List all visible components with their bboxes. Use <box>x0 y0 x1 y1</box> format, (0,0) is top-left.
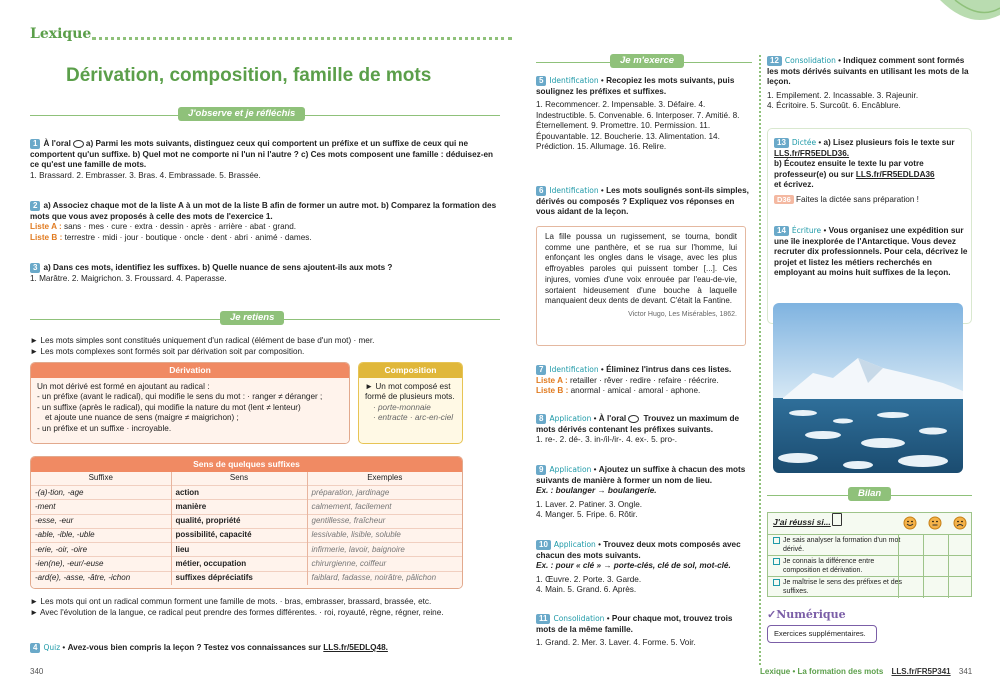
example-cell: lessivable, lisible, soluble <box>307 528 462 542</box>
exercise-instruction: a) Dans ces mots, identifiez les suffixes. b) Quelle nuance de sens ajoutent-ils aux mots ? <box>43 263 393 272</box>
footer-link[interactable]: LLS.fr/FR5P341 <box>891 667 951 676</box>
oral-label: À l'oral <box>43 139 71 148</box>
dictation-badge: D36 <box>774 195 794 204</box>
derivation-head: Dérivation <box>31 363 349 378</box>
bilan-item-text: Je maîtrise le sens des préfixes et des suffixes. <box>783 579 903 595</box>
exercise-type: Application <box>549 414 592 423</box>
oral-icon <box>628 415 639 423</box>
derivation-box <box>30 362 350 444</box>
suffix-cell: -(a)-tion, -age <box>31 486 171 500</box>
exercise-6: 6 Identification • Les mots soulignés sont-ils simples, dérivés ou composés ? Expliquez vos réponses en vous aidant de la leçon. <box>536 186 749 216</box>
smiley-happy-icon <box>903 516 917 534</box>
bilan-title: J'ai réussi si... <box>773 517 831 527</box>
meaning-cell: possibilité, capacité <box>171 528 307 542</box>
example-cell: gentillesse, fraîcheur <box>307 514 462 528</box>
derivation-line: - un suffixe (après le radical), qui modifie la nature du mot (lent ≠ lenteur) <box>37 402 301 412</box>
antarctica-illustration <box>773 303 963 473</box>
suffix-table <box>31 472 462 585</box>
exercise-instruction: Les mots soulignés sont-ils simples, dérivés ou composés ? Expliquez vos réponses en vous aidant de la leçon. <box>536 186 749 216</box>
table-row <box>31 528 462 542</box>
meaning-cell: manière <box>171 500 307 514</box>
observe-tag: J'observe et je réfléchis <box>178 107 305 121</box>
composition-example: · entracte · arc-en-ciel <box>373 413 454 423</box>
page-title: Dérivation, composition, famille de mots <box>66 65 432 86</box>
clipboard-icon <box>832 513 842 526</box>
exercise-number: 13 <box>774 138 789 148</box>
exercise-type: Application <box>553 540 596 549</box>
exercise-words: 1. Marâtre. 2. Maigrichon. 3. Froussard. 4. Paperasse. <box>30 273 227 283</box>
checkbox[interactable] <box>773 579 780 586</box>
suffix-cell: -esse, -eur <box>31 514 171 528</box>
exercise-words: 1. Œuvre. 2. Porte. 3. Garde. <box>536 574 642 584</box>
list-b: terrestre · midi · jour · boutique · oncle · dent · abri · animé · dames. <box>64 232 312 242</box>
exercise-words: 1. Empilement. 2. Incassable. 3. Rajeunir. <box>767 90 919 100</box>
page-number-left: 340 <box>30 667 44 676</box>
exercise-instruction: Pour chaque mot, trouvez trois mots de la même famille. <box>536 614 733 634</box>
smiley-sad-icon <box>953 516 967 534</box>
exercise-number: 10 <box>536 540 551 550</box>
exercise-example: Ex. : boulanger → boulangerie. <box>536 486 657 495</box>
composition-box: Composition ► Un mot composé est formé de plusieurs mots. · porte-monnaie · entracte · arc-en-ciel <box>358 362 463 444</box>
composition-line: Un mot composé est formé de plusieurs mots. <box>365 381 455 402</box>
suffix-cell: -erie, -oir, -oire <box>31 543 171 557</box>
column-header: Exemples <box>367 473 403 483</box>
exercise-type: Identification <box>549 76 599 85</box>
exercise-instruction: a) Lisez plusieurs fois le texte sur <box>823 138 955 147</box>
example-cell: faiblard, fadasse, noirâtre, pâlichon <box>307 571 462 585</box>
exercise-instruction: et écrivez. <box>774 180 814 189</box>
exercise-type: Application <box>549 465 592 474</box>
exercise-type: Identification <box>549 186 599 195</box>
bilan-item-text: Je connais la différence entre composition et dérivation. <box>783 558 875 574</box>
exercise-number: 5 <box>536 76 546 86</box>
exercise-number: 6 <box>536 186 546 196</box>
quiz-text: Avez-vous bien compris la leçon ? Testez vos connaissances sur <box>67 643 322 652</box>
exercise-12: 12 Consolidation • Indiquez comment sont formés les mots dérivés suivants en utilisant les mots de la leçon. 1. Empilement. 2. Incassable. 3. Rajeunir. 4. Écritoire. 5. Surcoût. 6. Encâblure. <box>767 56 972 112</box>
dotted-divider <box>92 37 512 40</box>
exercise-5: 5 Identification • Recopiez les mots suivants, puis soulignez les préfixes et suffixes. 1. Recommencer. 2. Impensable. 3. Défaire. 4. Indestructible. 5. Convenable. 6. Interposer. 7. Amitié. 8. Éternellement. 9. Promettre. 10. Permission. 11. Épouvantable. 12. Boucherie. 13. Alimentation. 14. Prédiction. 15. Allumage. 16. Relire. <box>536 76 750 153</box>
exercise-number: 2 <box>30 201 40 211</box>
column-divider <box>759 55 761 665</box>
exercise-7: 7 Identification • Éliminez l'intrus dans ces listes. Liste A : retailler · rêver · redire · refaire · réécrire. Liste B : anormal · amical · amoral · aphone. <box>536 365 732 395</box>
example-cell: infirmerie, lavoir, baignoire <box>307 543 462 557</box>
leaf-decoration-icon <box>930 0 1000 40</box>
exercise-number: 11 <box>536 614 550 624</box>
derivation-line: - un préfixe (avant le radical), qui modifie le sens du mot : · ranger ≠ déranger ; <box>37 392 323 402</box>
section-label: Lexique <box>30 26 92 42</box>
smiley-neutral-icon <box>928 516 942 534</box>
exercise-type: Écriture <box>791 226 822 235</box>
exercise-9: 9 Application • Ajoutez un suffixe à chacun des mots suivants de manière à former un nom de lieu. Ex. : boulanger → boulangerie. 1. Laver. 2. Patiner. 3. Ongle. 4. Manger. 5. Fripe. 6. Rôtir. <box>536 465 750 521</box>
meaning-cell: suffixes dépréciatifs <box>171 571 307 585</box>
list-a: retailler · rêver · redire · refaire · réécrire. <box>569 375 719 385</box>
exercise-number: 4 <box>30 643 40 653</box>
exercise-example: Ex. : pour « clé » → porte-clés, clé de sol, mot-clé. <box>536 561 731 570</box>
rule-evolution: Avec l'évolution de la langue, ce radical peut prendre des formes différentes. · roi, royauté, règne, régner, reine. <box>39 607 444 617</box>
exercise-number: 1 <box>30 139 40 149</box>
derivation-line: - un préfixe et un suffixe · incroyable. <box>37 423 172 433</box>
bilan-item <box>768 534 971 555</box>
composition-example: · porte-monnaie <box>373 402 431 412</box>
quote-text: La fille poussa un rugissement, se tourna, bondit comme une panthère, et se rua sur l'homme, lui enfonçant les ongles dans le visage, avec les plus effroyables paroles qui puissent tomber [...]. Ces injures, vomies d'une voix enrouée par l'eau-de-vie, sortaient hideusement d'une bouche à laquelle manquaient deux dents de devant. C'était la Fantine. <box>545 232 737 306</box>
list-b: anormal · amical · amoral · aphone. <box>570 386 701 395</box>
suffix-cell: -ment <box>31 500 171 514</box>
exercise-instruction: a) Parmi les mots suivants, distinguez ceux qui comportent un préfixe et un suffixe de ceux qui ne comportent qu'un suffixe. b) Quel mot ne comporte ni l'un ni l'autre ? c) Ces mots composent une famille : déduisez-en ce qu'est une famille de mots. <box>30 139 494 169</box>
iceberg-image <box>773 303 963 473</box>
table-row <box>31 486 462 500</box>
exercise-number: 9 <box>536 465 546 475</box>
dictation-link[interactable]: LLS.fr/FR5EDLD36. <box>774 148 850 158</box>
exercise-13: 13 Dictée • a) Lisez plusieurs fois le texte sur LLS.fr/FR5EDLD36. b) Écoutez ensuite le texte lu par votre professeur(e) ou sur LLS.fr/FR5EDLDA36 et écrivez. D36 Faites la dictée sans préparation ! <box>774 138 955 204</box>
quiz: 4 Quiz • Avez-vous bien compris la leçon ? Testez vos connaissances sur LLS.fr/5EDLQ48. <box>30 643 500 654</box>
footer-title: Lexique • La formation des mots <box>760 667 884 676</box>
dictation-note: Faites la dictée sans préparation ! <box>796 194 919 204</box>
exercise-instruction: a) Associez chaque mot de la liste A à un mot de la liste B afin de former un autre mot. b) Comparez la formation des mots que vous avez proposés à celle des mots de l'exercice 1. <box>30 201 497 221</box>
list-b-label: Liste B : <box>30 232 63 242</box>
oral-label: À l'oral <box>598 414 627 423</box>
table-row <box>31 557 462 571</box>
exercise-words: 1. Grand. 2. Mer. 3. Laver. 4. Forme. 5. Voir. <box>536 638 696 647</box>
exercise-instruction: Éliminez l'intrus dans ces listes. <box>606 365 732 374</box>
retiens-rules: ► Les mots simples sont constitués uniquement d'un radical (élément de base d'un mot) · mer. ► Les mots complexes sont formés soit par dérivation soit par composition. <box>30 336 375 356</box>
suffix-table-box <box>30 456 463 589</box>
composition-head: Composition <box>359 363 462 378</box>
suffix-cell: -able, -ible, -uble <box>31 528 171 542</box>
exercise-number: 8 <box>536 414 546 424</box>
exercise-instruction: Trouvez deux mots composés avec chacun des mots suivants. <box>536 540 741 560</box>
suffix-cell: -ien(ne), -eur/-euse <box>31 557 171 571</box>
bilan-box <box>767 512 972 597</box>
table-row <box>31 514 462 528</box>
exercise-words: 1. Laver. 2. Patiner. 3. Ongle. <box>536 499 643 509</box>
bilan-item <box>768 555 971 576</box>
exercise-8: 8 Application • À l'oral Trouvez un maximum de mots dérivés contenant les préfixes suivants. 1. re-. 2. dé-. 3. in-/il-/ir-. 4. ex-. 5. pro-. <box>536 414 750 446</box>
page-number-right: 341 <box>958 667 973 676</box>
column-header: Sens <box>171 472 307 486</box>
oral-icon <box>73 140 84 148</box>
exercise-type: Dictée <box>791 138 817 147</box>
quiz-label: Quiz <box>43 643 61 652</box>
exercise-instruction: b) Écoutez ensuite le texte lu par votre professeur(e) ou sur <box>774 159 924 179</box>
exercise-instruction: Ajoutez un suffixe à chacun des mots suivants de manière à former un nom de lieu. <box>536 465 746 485</box>
derivation-line: Un mot dérivé est formé en ajoutant au radical : <box>37 381 210 391</box>
example-cell: calmement, facilement <box>307 500 462 514</box>
meaning-cell: action <box>171 486 307 500</box>
numerique-title: ✓Numérique <box>767 608 846 621</box>
list-b-label: Liste B : <box>536 386 569 395</box>
table-row <box>31 571 462 585</box>
exercise-number: 7 <box>536 365 546 375</box>
exercise-number: 12 <box>767 56 782 66</box>
exercise-words: 1. re-. 2. dé-. 3. in-/il-/ir-. 4. ex-. 5. pro-. <box>536 435 678 444</box>
bilan-tag: Bilan <box>848 487 891 501</box>
exercise-type: Consolidation <box>553 614 605 623</box>
meaning-cell: lieu <box>171 543 307 557</box>
exercise-3 <box>30 263 500 284</box>
suffix-table-head: Sens de quelques suffixes <box>31 457 462 472</box>
table-row <box>31 543 462 557</box>
exercise-instruction: Vous organisez une expédition sur une île inexplorée de l'Antarctique. Vous devez recruter dix professionnels. Pour cela, décrivez le projet et listez les métiers recherchés en employant au moins huit suffixes de la leçon. <box>774 226 968 277</box>
exercise-2 <box>30 201 500 243</box>
exercise-instruction: Indiquez comment sont formés les mots dérivés suivants en utilisant les mots de la leçon. <box>767 56 969 86</box>
rule-complex: Les mots complexes sont formés soit par dérivation soit par composition. <box>40 346 305 356</box>
exercise-number: 14 <box>774 226 789 236</box>
exercise-type: Identification <box>549 365 599 374</box>
quote-box <box>536 226 746 346</box>
exercise-14: 14 Écriture • Vous organisez une expédition sur une île inexplorée de l'Antarctique. Vous devez recruter dix professionnels. Pour cela, décrivez le projet et listez les métiers recherchés en employant au moins huit suffixes de la leçon. <box>774 226 968 277</box>
checkbox[interactable] <box>773 537 780 544</box>
numerique-link[interactable]: Exercices supplémentaires. <box>767 625 877 643</box>
quiz-link[interactable]: LLS.fr/5EDLQ48. <box>323 643 388 652</box>
column-header: Suffixe <box>31 472 171 486</box>
retiens-tag: Je retiens <box>220 311 284 325</box>
bilan-item-text: Je sais analyser la formation d'un mot dérivé. <box>783 537 901 553</box>
exercise-words: 1. Brassard. 2. Embrasser. 3. Bras. 4. Embrassade. 5. Brassée. <box>30 170 261 180</box>
example-cell: préparation, jardinage <box>307 486 462 500</box>
suffix-cell: -ard(e), -asse, -âtre, -ichon <box>31 571 171 585</box>
footer <box>760 667 972 677</box>
exercise-words: 4. Main. 5. Grand. 6. Après. <box>536 585 637 594</box>
bilan-item <box>768 576 971 597</box>
meaning-cell: métier, occupation <box>171 557 307 571</box>
exercise-number: 3 <box>30 263 40 273</box>
quote-source: Victor Hugo, Les Misérables, 1862. <box>628 311 737 319</box>
family-rules: ► Les mots qui ont un radical commun forment une famille de mots. · bras, embrasser, brassard, brassée, etc. ► Avec l'évolution de la langue, ce radical peut prendre des formes différentes. · roi, royauté, règne, régner, reine. <box>30 597 444 617</box>
example-cell: chirurgienne, coiffeur <box>307 557 462 571</box>
exercise-10: 10 Application • Trouvez deux mots composés avec chacun des mots suivants. Ex. : pour « clé » → porte-clés, clé de sol, mot-clé. 1. Œuvre. 2. Porte. 3. Garde. 4. Main. 5. Grand. 6. Après. <box>536 540 750 596</box>
exercise-1 <box>30 139 500 181</box>
derivation-line: et ajoute une nuance de sens (maigre ≠ maigrichon) ; <box>45 413 239 423</box>
exercise-instruction: Trouvez un maximum de mots dérivés contenant les préfixes suivants. <box>536 414 740 434</box>
dictation-audio-link[interactable]: LLS.fr/FR5EDLDA36 <box>855 169 935 179</box>
exercise-words: 4. Écritoire. 5. Surcoût. 6. Encâblure. <box>767 101 901 110</box>
rule-simple: Les mots simples sont constitués uniquement d'un radical (élément de base d'un mot) · mer. <box>40 336 375 345</box>
list-a: sans · mes · cure · extra · dessin · après · arrière · abat · grand. <box>63 222 297 231</box>
list-a-label: Liste A : <box>536 375 568 385</box>
exercise-words: 4. Manger. 5. Fripe. 6. Rôtir. <box>536 510 638 519</box>
checkbox[interactable] <box>773 558 780 565</box>
list-a-label: Liste A : <box>30 222 62 231</box>
exercise-instruction: Recopiez les mots suivants, puis soulignez les préfixes et suffixes. <box>536 76 735 96</box>
table-row <box>31 500 462 514</box>
exercise-words: 1. Recommencer. 2. Impensable. 3. Défaire. 4. Indestructible. 5. Convenable. 6. Interposer. 7. Amitié. 8. Éternellement. 9. Promettre. 10. Permission. 11. Épouvantable. 12. Boucherie. 13. Alimentation. 14. Prédiction. 15. Allumage. 16. Relire. <box>536 100 740 151</box>
exercise-tag: Je m'exerce <box>610 54 684 68</box>
meaning-cell: qualité, propriété <box>171 514 307 528</box>
exercise-11: 11 Consolidation • Pour chaque mot, trouvez trois mots de la même famille. 1. Grand. 2. Mer. 3. Laver. 4. Forme. 5. Voir. <box>536 614 750 649</box>
rule-family: Les mots qui ont un radical commun forment une famille de mots. · bras, embrasser, brassard, brassée, etc. <box>40 597 432 606</box>
exercise-type: Consolidation <box>784 56 836 65</box>
